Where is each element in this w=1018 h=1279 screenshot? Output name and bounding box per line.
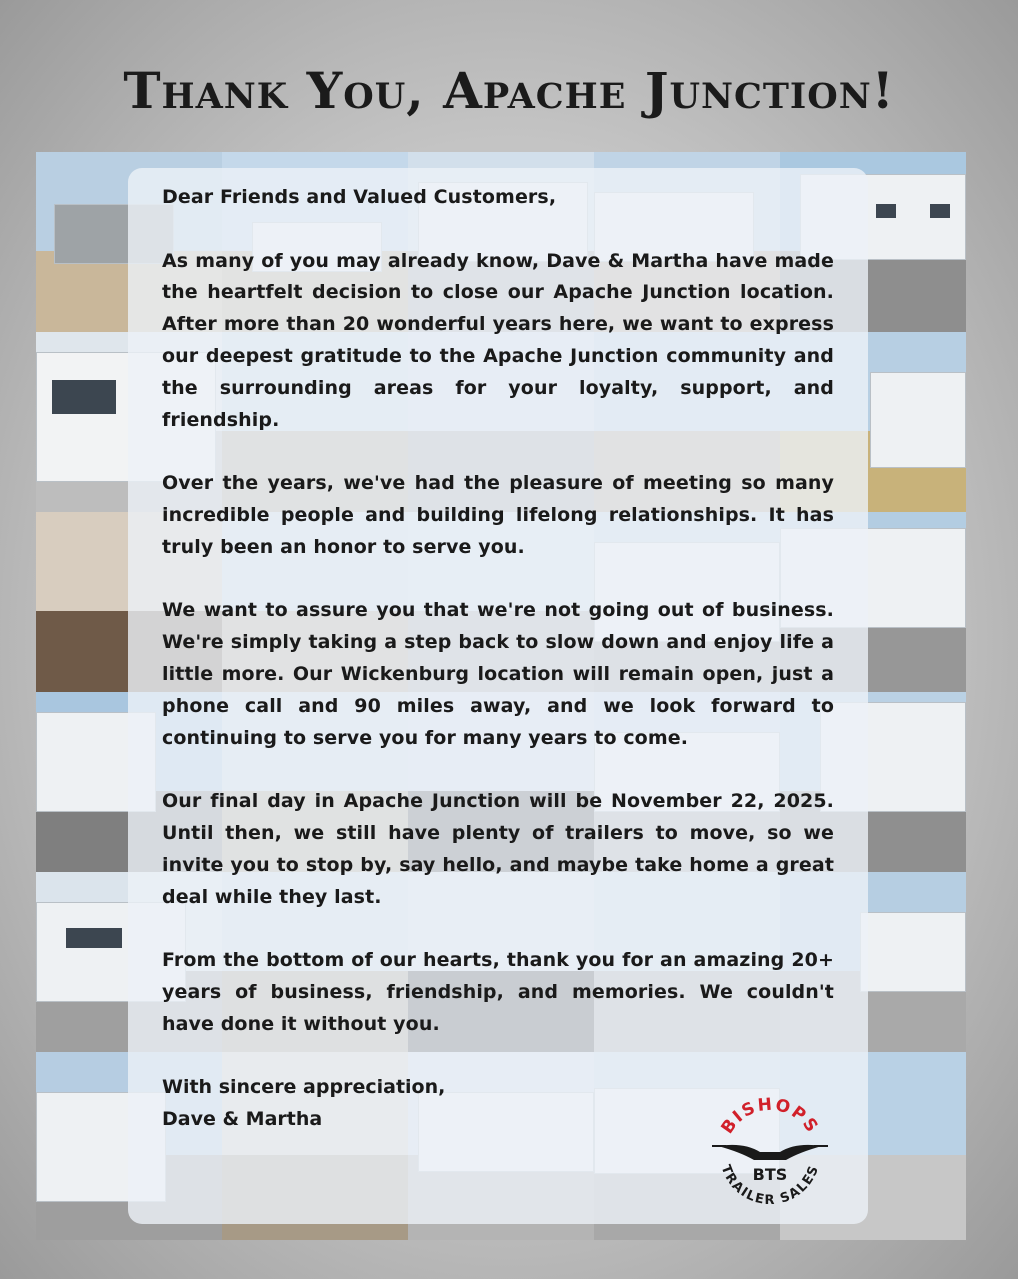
letter-salutation: Dear Friends and Valued Customers, [162, 186, 557, 208]
letter-paragraph-4: Our final day in Apache Junction will be November 22, 2025. Until then, we still have plenty of trailers to move, so we invite you to stop by, say hello, and maybe take home a great deal while they last. [162, 790, 834, 908]
letter-paragraph-2: Over the years, we've had the pleasure of meeting so many incredible people and building lifelong relationships. It has truly been an honor to serve you. [162, 472, 834, 558]
page-title: Thank You, Apache Junction! [123, 61, 895, 120]
letter-paragraph-1: As many of you may already know, Dave & Martha have made the heartfelt decision to close our Apache Junction location. After more than 20 wonderful years here, we want to express our deepest gratitude to the Apache Junction community and the surrounding areas for your loyalty, support, and friendship. [162, 249, 834, 431]
letter-closing: With sincere appreciation, [162, 1076, 446, 1099]
letter-signature: Dave & Martha [162, 1108, 323, 1131]
logo-top-text: BISHOPS [717, 1094, 823, 1138]
bishops-trailer-sales-logo [704, 1088, 836, 1220]
logo-monogram: BTS [752, 1165, 788, 1184]
logo-bottom-text: TRAILER SALES [717, 1162, 823, 1209]
letter-paragraph-5: From the bottom of our hearts, thank you for an amazing 20+ years of business, friendship, and memories. We couldn't have done it without you. [162, 949, 834, 1035]
letter-paragraph-3: We want to assure you that we're not going out of business. We're simply taking a step back to slow down and enjoy life a little more. Our Wickenburg location will remain open, just a phone call and 90 miles away, and we look forward to continuing to serve you for many years to come. [162, 599, 834, 749]
letter-panel [128, 168, 868, 1224]
steer-horns-icon [712, 1145, 828, 1160]
